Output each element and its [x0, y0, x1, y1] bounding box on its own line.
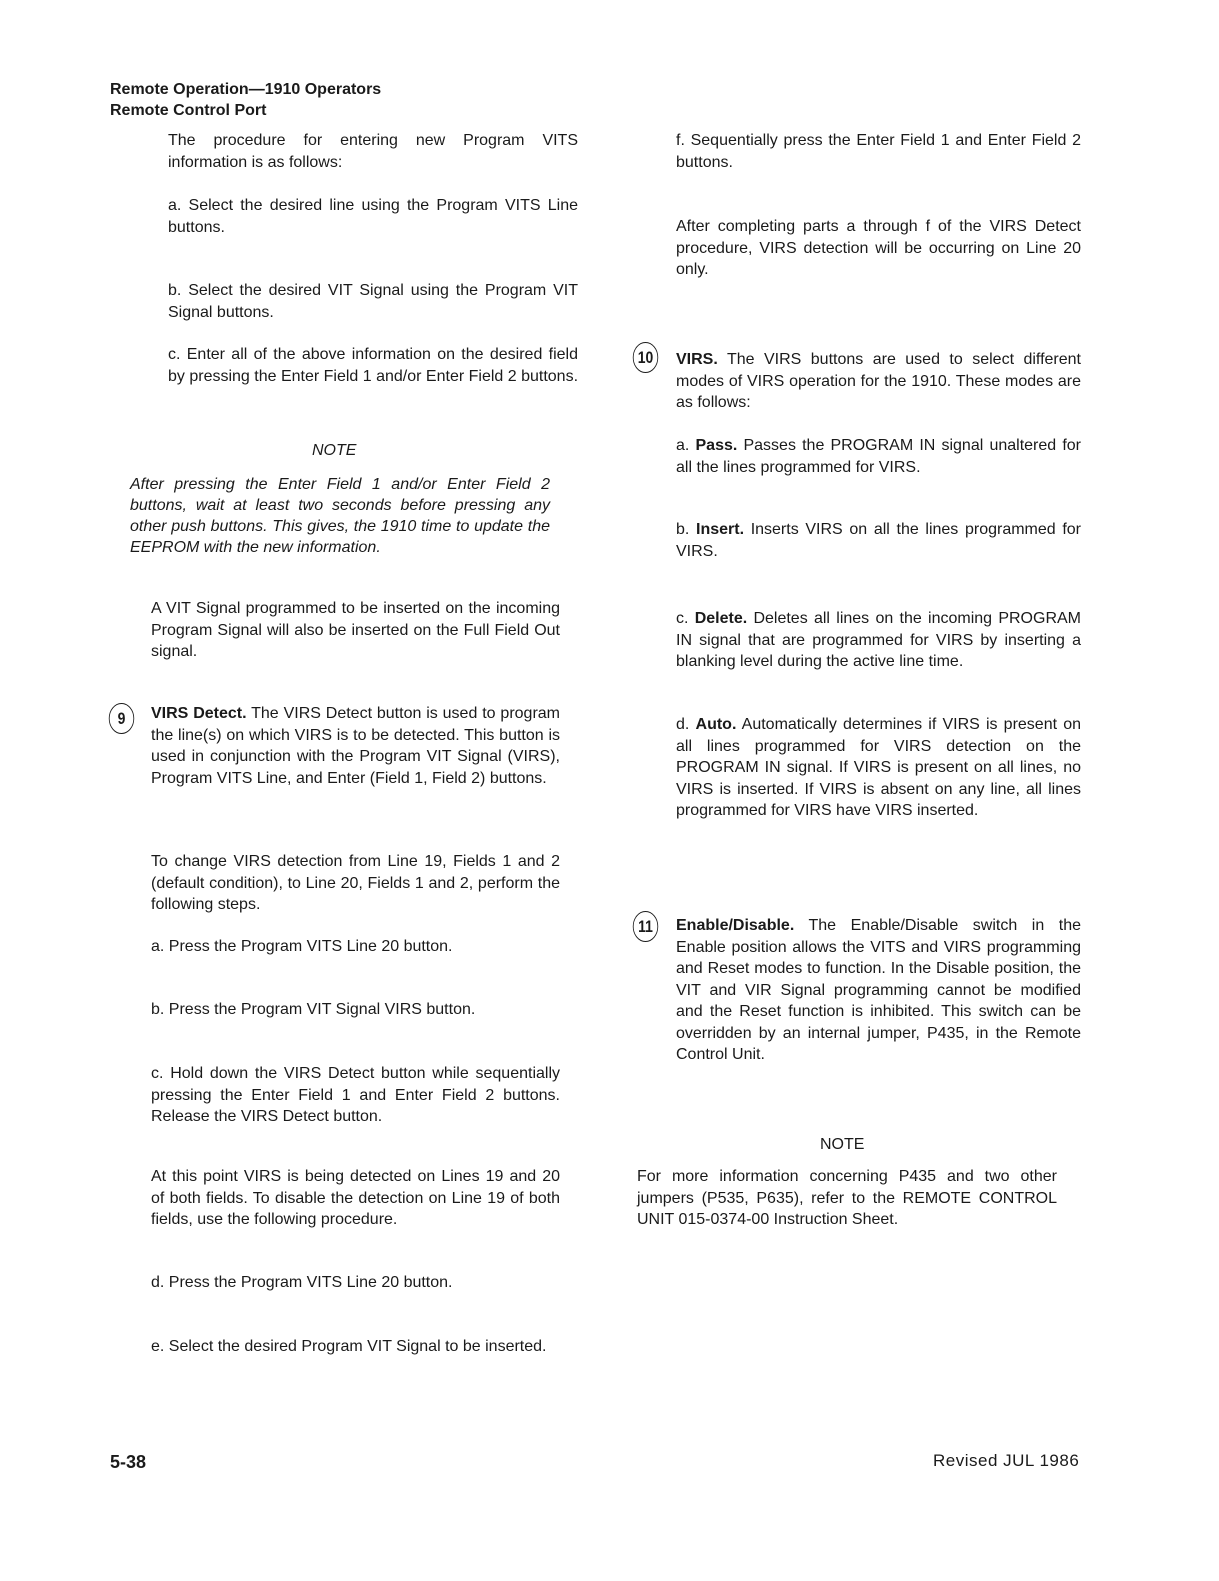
- mode-pass-title: Pass.: [695, 437, 738, 454]
- note-body: After pressing the Enter Field 1 and/or Enter Field 2 buttons, wait at least two seconds before pressing any other push buttons. This gives, the 1910 time to update the EEPROM with the new information.: [130, 476, 550, 556]
- item-9-number-badge: 9: [109, 703, 134, 734]
- mode-auto-title: Auto.: [695, 716, 737, 733]
- item-9-text: The VIRS Detect button is used to program the line(s) on which VIRS is to be detected. This button is used in conjunction with the Program VIT Signal (VIRS), Program VITS Line, and Enter (Field 1, Field 2) buttons.: [151, 705, 560, 787]
- mode-auto-paragraph: d. Auto. Automatically determines if VIRS is present on all lines programmed for VIRS detection on the PROGRAM IN signal. If VIRS is present on all lines, no VIRS is inserted. If VIRS is absent on any line, all lines programmed for VIRS have VIRS inserted.: [676, 716, 1082, 819]
- procedure-step-c: c. Enter all of the above information on the desired field by pressing the Enter Field 1 and/or Enter Field 2 buttons.: [168, 346, 579, 385]
- mode-delete-title: Delete.: [694, 610, 748, 627]
- revision-date: Revised JUL 1986: [933, 1451, 1080, 1470]
- change-detection-paragraph: To change VIRS detection from Line 19, Fields 1 and 2 (default condition), to Line 20, Fields 1 and 2, perform the following steps.: [151, 853, 560, 913]
- right-note-title: NOTE: [820, 1136, 865, 1153]
- detect-step-c: c. Hold down the VIRS Detect button while sequentially pressing the Enter Field 1 and Enter Field 2 buttons. Release the VIRS Detect button.: [151, 1065, 560, 1125]
- note-title: NOTE: [312, 442, 357, 459]
- header-section-title: Remote Operation—1910 Operators: [110, 81, 382, 98]
- item-10-number-badge: 10: [633, 342, 658, 373]
- detect-step-b: b. Press the Program VIT Signal VIRS button.: [151, 1001, 476, 1018]
- vit-signal-paragraph: A VIT Signal programmed to be inserted on the incoming Program Signal will also be inserted on the Full Field Out signal.: [151, 600, 560, 660]
- detect-step-a: a. Press the Program VITS Line 20 button.: [151, 938, 453, 955]
- item-11-title: Enable/Disable.: [676, 917, 795, 934]
- mode-pass-paragraph: a. Pass. Passes the PROGRAM IN signal unaltered for all the lines programmed for VIRS.: [676, 437, 1081, 476]
- item-10-text: The VIRS buttons are used to select different modes of VIRS operation for the 1910. These modes are as follows:: [676, 351, 1081, 411]
- after-completing-paragraph: After completing parts a through f of the VIRS Detect procedure, VIRS detection will be occurring on Line 20 only.: [676, 218, 1081, 278]
- page-number: 5-38: [110, 1452, 147, 1472]
- intro-paragraph: The procedure for entering new Program VITS information is as follows:: [168, 132, 578, 171]
- page-header: [110, 79, 381, 121]
- mode-insert-paragraph: b. Insert. Inserts VIRS on all the lines programmed for VIRS.: [676, 521, 1082, 560]
- mode-delete-paragraph: c. Delete. Deletes all lines on the incoming PROGRAM IN signal that are programmed for VIRS by inserting a blanking level during the active line time.: [676, 610, 1081, 670]
- at-this-point-paragraph: At this point VIRS is being detected on Lines 19 and 20 of both fields. To disable the detection on Line 19 of both fields, use the following procedure.: [151, 1168, 560, 1228]
- detect-step-f: f. Sequentially press the Enter Field 1 and Enter Field 2 buttons.: [676, 132, 1081, 171]
- item-10-virs-paragraph: [676, 349, 1081, 414]
- item-9-title: VIRS Detect.: [151, 705, 247, 722]
- detect-step-e: e. Select the desired Program VIT Signal to be inserted.: [151, 1338, 547, 1355]
- item-10-title: VIRS.: [676, 351, 718, 368]
- right-note-body: For more information concerning P435 and two other jumpers (P535, P635), refer to the REMOTE CONTROL UNIT 015-0374-00 Instruction Sheet.: [637, 1168, 1057, 1228]
- item-11-number-badge: 11: [633, 911, 658, 942]
- detect-step-d: d. Press the Program VITS Line 20 button.: [151, 1274, 453, 1291]
- item-9-virs-detect-paragraph: [151, 703, 560, 789]
- mode-insert-title: Insert.: [696, 521, 745, 538]
- procedure-step-b: b. Select the desired VIT Signal using the Program VIT Signal buttons.: [168, 282, 578, 321]
- procedure-step-a: a. Select the desired line using the Program VITS Line buttons.: [168, 197, 578, 236]
- header-subsection-title: Remote Control Port: [110, 102, 267, 119]
- item-11-text: The Enable/Disable switch in the Enable position allows the VITS and VIRS programming and Reset modes to function. In the Disable position, the VIT and VIR Signal programming cannot be modified and the Reset function is inhibited. This switch can be overridden by an internal jumper, P435, in the Remote Control Unit.: [676, 917, 1081, 1063]
- item-11-enable-disable-paragraph: [676, 915, 1081, 1066]
